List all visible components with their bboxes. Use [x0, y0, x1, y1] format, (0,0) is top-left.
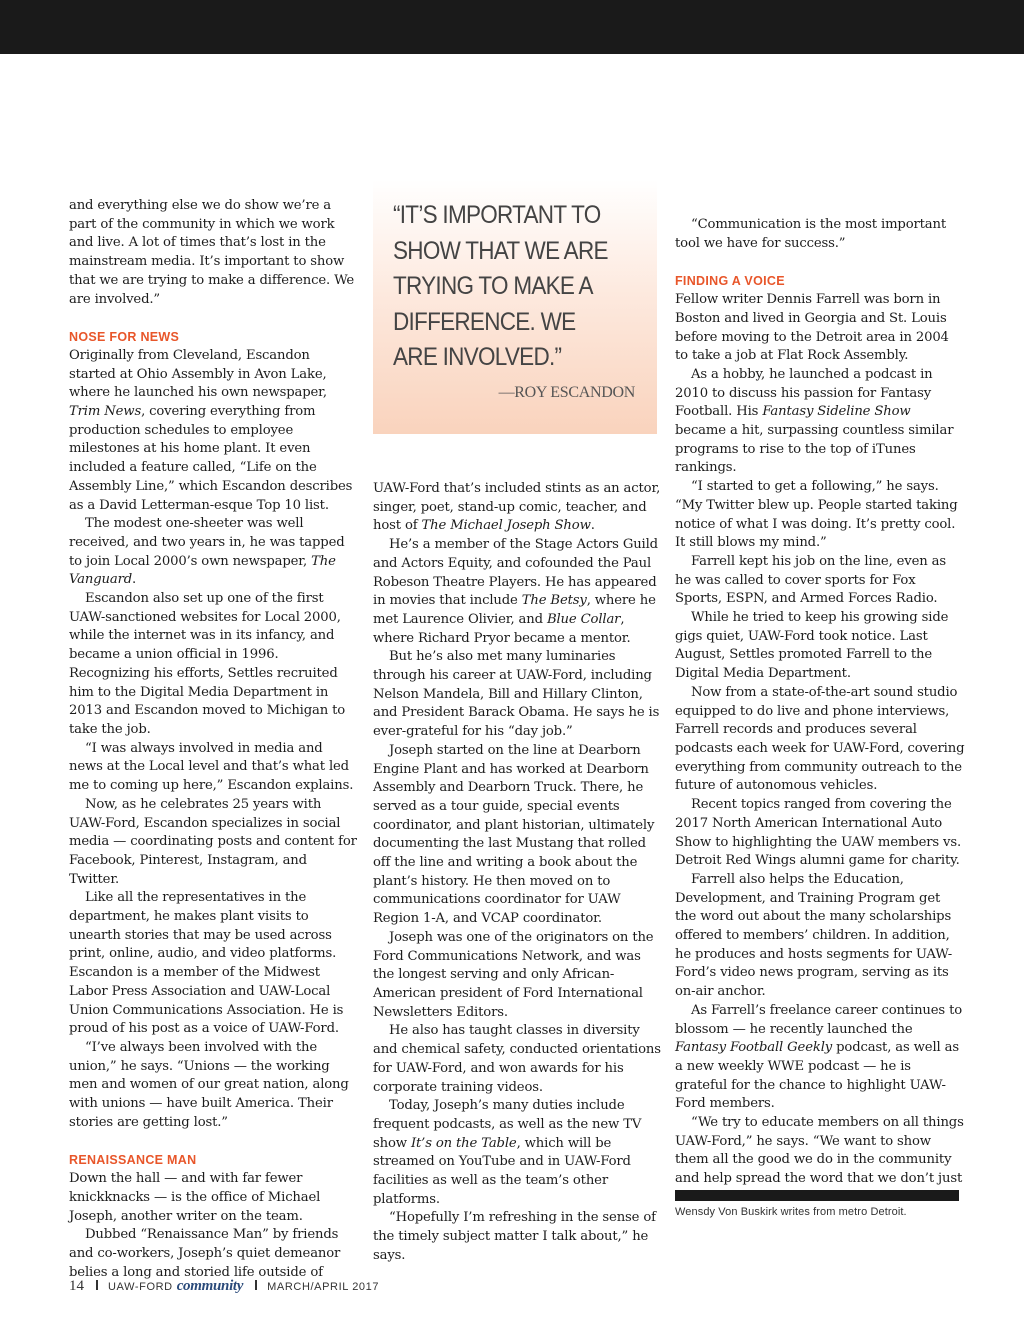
paragraph: Down the hall — and with far fewer knickknacks — is the office of Michael Joseph, another writer on the team.	[69, 1171, 321, 1224]
page-number: 14	[69, 1278, 84, 1294]
author-rule-bar	[675, 1190, 959, 1201]
paragraph: The modest one-sheeter was well received, and two years in, he was tapped to join Local 2000’s own newspaper, The Vanguard.	[69, 516, 345, 588]
section-heading-renaissance-man: RENAISSANCE MAN	[69, 1153, 197, 1168]
paragraph: He’s a member of the Stage Actors Guild and Actors Equity, and cofounded the Paul Robeson Theatre Players. He has appeared in movies that include The Betsy, where he met Laurence Olivier, and Blue Collar, where Richard Pryor became a mentor.	[373, 537, 658, 646]
author-credit: Wensdy Von Buskirk writes from metro Detroit.	[675, 1206, 907, 1218]
page-footer	[69, 1278, 379, 1295]
pull-quote-attribution: —ROY ESCANDON	[498, 384, 635, 401]
top-header-bar	[0, 0, 1024, 54]
paragraph: “Communication is the most important tool we have for success.”	[675, 217, 947, 251]
paragraph: Farrell kept his job on the line, even as he was called to cover sports for Fox Sports, ESPN, and Armed Forces Radio.	[675, 553, 946, 607]
paragraph: While he tried to keep his growing side gigs quiet, UAW-Ford took notice. Last August, Settles promoted Farrell to the Digital Media Department.	[675, 610, 949, 682]
section-heading-finding-a-voice: FINDING A VOICE	[675, 274, 785, 289]
paragraph: Now from a state-of-the-art sound studio equipped to do live and phone interviews, Farrell records and produces several podcasts each week for UAW-Ford, covering everything from community outreach to the future of autonomous vehicles.	[675, 684, 965, 794]
paragraph: “Hopefully I’m refreshing in the sense of the timely subject matter I talk about,” he says.	[373, 1210, 656, 1263]
paragraph: “I started to get a following,” he says. “My Twitter blew up. People started taking notice of what I was doing. It’s pretty cool. It still blows my mind.”	[675, 479, 958, 551]
paragraph: As a hobby, he launched a podcast in 2010 to discuss his passion for Fantasy Football. His Fantasy Sideline Show became a hit, surpassing countless similar programs to rise to the top of iTunes rankings.	[675, 366, 954, 476]
footer-separator	[255, 1280, 257, 1290]
paragraph: Dubbed “Renaissance Man” by friends and co-workers, Joseph’s quiet demeanor belies a long and storied life outside of	[69, 1227, 341, 1280]
section-heading-nose-for-news: NOSE FOR NEWS	[69, 330, 180, 345]
paragraph: Farrell also helps the Education, Development, and Training Program get the word out about the many scholarships offered to members’ children. In addition, he produces and hosts segments for UAW-Ford’s video news program, serving as its on-air anchor.	[675, 871, 952, 1000]
column-2	[373, 480, 661, 1266]
footer-separator	[96, 1280, 98, 1290]
footer-brand: UAW-FORD	[108, 1281, 173, 1293]
paragraph: But he’s also met many luminaries through his career at UAW-Ford, including Nelson Mandela, Bill and Hillary Clinton, and President Barack Obama. He says he is ever-grateful for his “day job.”	[373, 649, 660, 740]
paragraph: Fellow writer Dennis Farrell was born in Boston and lived in Georgia and St. Louis before moving to the Detroit area in 2004 to take a job at Flat Rock Assembly.	[675, 292, 949, 364]
paragraph: He also has taught classes in diversity and chemical safety, conducted orientations for UAW-Ford, and won awards for his corporate training videos.	[373, 1023, 661, 1095]
pull-quote-text: “IT’S IMPORTANT TO SHOW THAT WE ARE TRYING TO MAKE A DIFFERENCE. WE ARE INVOLVED.”	[393, 201, 608, 371]
paragraph: Like all the representatives in the department, he makes plant visits to unearth stories that may be used across print, online, audio, and video platforms. Escandon is a member of the Midwest Labor Press Association and UAW-Local Union Communications Association. He is proud of his post as a voice of UAW-Ford.	[69, 890, 344, 1037]
footer-issue-date: MARCH/APRIL 2017	[267, 1281, 380, 1293]
column-3	[675, 216, 965, 1208]
paragraph: As Farrell’s freelance career continues to blossom — he recently launched the Fantasy Football Geekly podcast, as well as a new weekly WWE podcast — he is grateful for the chance to highlight UAW-Ford members.	[675, 1002, 963, 1112]
paragraph: UAW-Ford that’s included stints as an actor, singer, poet, stand-up comic, teacher, and host of The Michael Joseph Show.	[373, 481, 661, 534]
paragraph: “I’ve always been involved with the union,” he says. “Unions — the working men and women of our great nation, along with unions — have built America. Their stories are getting lost.”	[69, 1039, 349, 1130]
paragraph: Joseph started on the line at Dearborn Engine Plant and has worked at Dearborn Assembly and Dearborn Truck. There, he served as a tour guide, special events coordinator, and plant historian, ultimately documenting the last Mustang that rolled off the line and writing a book about the plant’s history. He then moved on to communications coordinator for UAW Region 1-A, and VCAP coordinator.	[373, 742, 655, 927]
paragraph: Escandon also set up one of the first UAW-sanctioned websites for Local 2000, while the internet was in its infancy, and became a union official in 1996. Recognizing his efforts, Settles recruited him to the Digital Media Department in 2013 and Escandon moved to Michigan to take the job.	[69, 591, 346, 737]
paragraph: Originally from Cleveland, Escandon started at Ohio Assembly in Avon Lake, where he launched his own newspaper, Trim News, covering everything from production schedules to employee milestones at his home plant. It even included a feature called, “Life on the Assembly Line,” which Escandon describes as a David Letterman-esque Top 10 list.	[69, 347, 353, 513]
pull-quote-box	[373, 180, 657, 434]
footer-community-logo: community	[176, 1278, 244, 1294]
column-1	[69, 197, 359, 1282]
paragraph: Now, as he celebrates 25 years with UAW-Ford, Escandon specializes in social media — coordinating posts and content for Facebook, Pinterest, Instagram, and Twitter.	[69, 796, 357, 887]
paragraph: and everything else we do show we’re a part of the community in which we work and live. A lot of times that’s lost in the mainstream media. It’s important to show that we are trying to make a difference. We are involved.”	[69, 198, 355, 307]
paragraph: “I was always involved in media and news at the Local level and that’s what led me to coming up here,” Escandon explains.	[69, 740, 354, 794]
paragraph: Recent topics ranged from covering the 2017 North American International Auto Show to highlighting the UAW members vs. Detroit Red Wings alumni game for charity.	[675, 797, 962, 869]
paragraph: Today, Joseph’s many duties include frequent podcasts, as well as the new TV show It’s on the Table, which will be streamed on YouTube and in UAW-Ford facilities as well as the team’s other platforms.	[373, 1098, 642, 1207]
paragraph: “We try to educate members on all things UAW-Ford,” he says. “We want to show them all the good we do in the community and help spread the word that we don’t just	[675, 1115, 964, 1187]
paragraph: Joseph was one of the originators on the Ford Communications Network, and was the longest serving and only African-American president of Ford International Newsletters Editors.	[373, 929, 654, 1020]
